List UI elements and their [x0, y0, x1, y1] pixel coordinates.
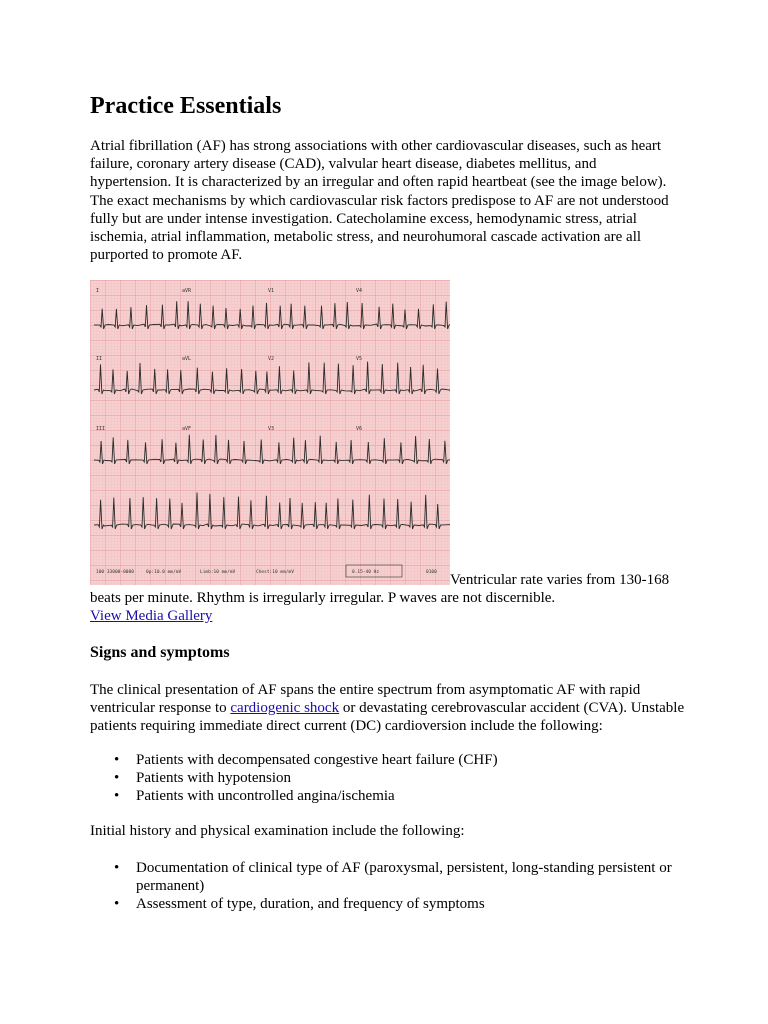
ecg-footer-label: 100 33000-0000	[96, 570, 134, 575]
ecg-lead-label: V3	[268, 426, 275, 432]
ecg-image[interactable]	[90, 280, 450, 585]
figure-caption-line1: Ventricular rate varies from 130-168	[450, 572, 670, 588]
clinical-text-before: The clinical presentation of AF spans the entire spectrum from asymptomatic AF with rapid ventricular response to	[90, 682, 641, 717]
ecg-lead-label: V4	[356, 288, 363, 294]
ecg-lead-label: V2	[268, 356, 275, 362]
unstable-patients-list	[90, 751, 690, 806]
list-item: • Documentation of clinical type of AF (paroxysmal, persistent, long-standing persistent or permanent)	[90, 859, 690, 895]
list-item: • Patients with hypotension	[90, 769, 690, 787]
page-title: Practice Essentials	[90, 93, 282, 119]
list-item: • Patients with decompensated congestive heart failure (CHF)	[90, 751, 690, 769]
ecg-lead-label: V5	[356, 356, 363, 362]
ecg-lead-label: V1	[268, 288, 275, 294]
history-intro-paragraph: Initial history and physical examination include the following:	[90, 823, 465, 839]
ecg-footer-label: Limb:10 mm/mV	[200, 570, 236, 575]
ecg-lead-label: II	[96, 356, 103, 362]
ecg-lead-label: I	[96, 288, 100, 294]
ecg-lead-label: III	[96, 426, 106, 432]
ecg-strip-graphic	[90, 280, 450, 585]
ecg-footer-label: 0p:10.0 mm/mV	[146, 570, 182, 575]
clinical-presentation-paragraph	[90, 681, 690, 736]
section-heading-signs: Signs and symptoms	[90, 644, 230, 661]
list-item: • Assessment of type, duration, and frequency of symptoms	[90, 895, 690, 913]
ecg-footer-label: 0.15-40 Hz	[352, 570, 380, 575]
figure-caption-line2: beats per minute. Rhythm is irregularly irregular. P waves are not discernible.	[90, 590, 556, 606]
ecg-lead-label: aVL	[182, 356, 192, 362]
clinical-text-after: or devastating cerebrovascular accident (CVA). Unstable patients requiring immediate direct current (DC) cardioversion include the following:	[90, 700, 685, 735]
ecg-footer-label: Chest:10 mm/mV	[256, 570, 294, 575]
ecg-lead-label: V6	[356, 426, 363, 432]
intro-paragraph: Atrial fibrillation (AF) has strong associations with other cardiovascular diseases, such as heart failure, coronary artery disease (CAD), valvular heart disease, diabetes mellitus, and hypertension. It is characterized by an irregular and often rapid heartbeat (see the image below). The exact mechanisms by which cardiovascular risk factors predispose to AF are not understood fully but are under intense investigation. Catecholamine excess, hemodynamic stress, atrial ischemia, atrial inflammation, metabolic stress, and neurohumoral cascade activation are all purported to promote AF.	[90, 138, 669, 264]
list-item: • Patients with uncontrolled angina/ischemia	[90, 787, 690, 805]
history-exam-list	[90, 859, 690, 914]
ecg-lead-label: aVR	[182, 288, 192, 294]
ecg-footer-label: 0100	[426, 570, 437, 575]
ecg-lead-label: aVF	[182, 426, 192, 432]
cardiogenic-shock-link[interactable]: cardiogenic shock	[230, 700, 340, 717]
view-media-gallery-link[interactable]: View Media Gallery	[90, 608, 213, 624]
